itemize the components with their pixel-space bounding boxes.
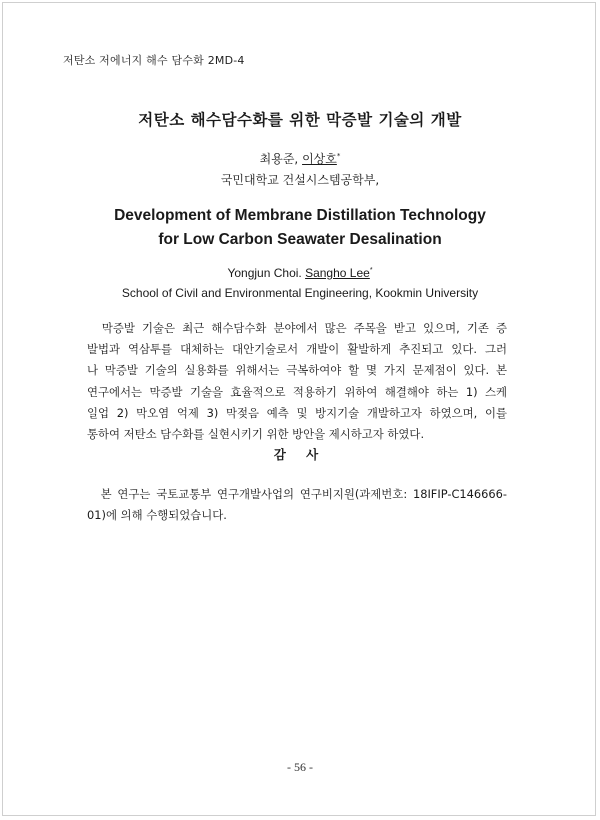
author-2-korean: 이상호 [302,152,337,166]
paper-title-english [0,204,600,252]
running-head: 저탄소 저에너지 해수 담수화 2MD-4 [63,54,245,67]
abstract [87,318,507,445]
page-number: - 56 - [287,760,313,774]
acknowledgement-line: 본 연구는 국토교통부 연구개발사업의 연구비지원(과제번호: 18IFIP-C146666- [87,487,507,501]
authors-english [0,266,600,280]
acknowledgement-text [87,484,507,526]
authors-korean [0,150,600,167]
acknowledgement-heading: 감 사 [273,447,327,462]
paper-title-english-line-2: for Low Carbon Seawater Desalination [158,231,442,248]
abstract-line: 연구에서는 막증발 기술을 효율적으로 적용하기 위하여 해결해야 하는 1) 스케 [87,384,507,399]
abstract-line: 발법과 역삼투를 대체하는 대안기술로서 개발이 활발하게 추진되고 있다. 그러 [87,342,507,357]
corresponding-author-mark: * [336,152,341,160]
abstract-line: 나 막증발 기술의 실용화를 위해서는 극복하여야 할 몇 가지 문제점이 있다. 본 [87,363,507,378]
affiliation-korean: 국민대학교 건설시스템공학부, [220,173,380,187]
author-2-english: Sangho Lee [305,266,370,280]
abstract-line: 막증발 기술은 최근 해수담수화 분야에서 많은 주목을 받고 있으며, 기존 증 [87,321,507,335]
acknowledgement-line: 01)에 의해 수행되었습니다. [87,508,227,522]
author-1-english: Yongjun Choi. [227,266,306,280]
paper-title-korean: 저탄소 해수담수화를 위한 막증발 기술의 개발 [138,111,462,129]
abstract-line: 통하여 저탄소 담수화를 실현시키기 위한 방안을 제시하고자 하였다. [87,427,425,442]
affiliation-english: School of Civil and Environmental Engineering, Kookmin University [121,286,479,300]
abstract-line: 일업 2) 막오염 억제 3) 막젖음 예측 및 방지기술 개발하고자 하였으며, 이를 [87,405,507,420]
paper-title-english-line-1: Development of Membrane Distillation Technology [114,207,486,224]
author-1-korean: 최용준, [259,152,303,166]
corresponding-author-mark-english: * [369,267,373,274]
